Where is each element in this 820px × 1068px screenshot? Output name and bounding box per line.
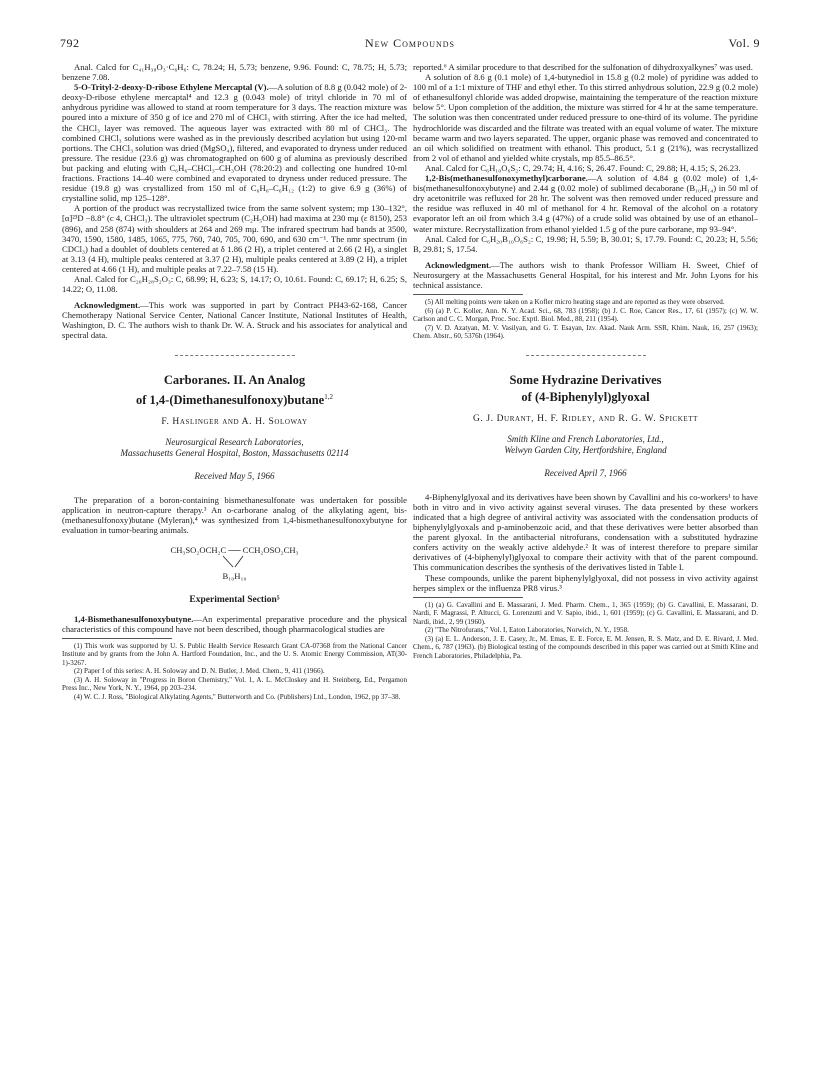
introduction-paragraph: 4-Biphenylglyoxal and its derivatives have been shown by Cavallini and his co-workers¹ to have both in vitro and in vivo activity against several viruses. The data presented by these workers indicated that a high degree of antiviral activity was associated with the condensation products of biphenylylglyoxals and p-aminobenzoic acid, and that these derivatives were better absorbed than the parent glyoxal. In the antibacterial nitrofurans, condensation with a substituted hydrazine confers activity on the weakly active aldehyde.² It was of interest therefore to prepare similar derivatives of (4-biphenylyl)glyoxal to compare their activity with that of the parent compound. This communication describes the synthesis of the derivatives listed in Table I.: [413, 491, 758, 573]
trityl-analysis: Anal. Calcd for C₂₆H₂₈S₂O₃: C, 68.99; H, 6.23; S, 14.17; O, 10.61. Found: C, 69.17; H, 6.25; S, 14.22; O, 11.08.: [62, 273, 407, 295]
experimental-heading: Experimental Section⁵: [189, 595, 280, 606]
affiliation-line2: Massachusetts General Hospital, Boston, Massachusetts 02114: [120, 447, 349, 458]
trityl-compound-title: 5-O-Trityl-2-deoxy-D-ribose Ethylene Mercaptal (V).: [74, 82, 269, 93]
butynediol-procedure: A solution of 8.6 g (0.1 mole) of 1,4-butynediol in 15.8 g (0.2 mole) of pyridine was added to 100 ml of a 1:1 mixture of THF and ethyl ether. To this stirred anhydrous solution, 22.9 g (0.2 mole) of ethanesulfonyl chloride was added dropwise, maintaining the temperature of the reaction mixture below 5°. Upon completion of the addition, the mixture was stirred for 4 hr at the same temperature. The solution was then concentrated under reduced pressure to one-third of its volume. The pyridine hydrochloride was discarded and the filtrate was treated with an equal volume of water. The mixture became warm and two layers separated. The upper, organic phase was removed and concentrated to an oil which solidified on treatment with ethanol. This product, 5.1 g (21%), was recrystallized from 2 vol of ethanol and yielded white crystals, mp 85.5–86.5°.: [413, 72, 758, 163]
article-title-footnote-ref: 1,2: [324, 392, 333, 401]
footnote: (2) "The Nitrofurans," Vol. I, Eaton Laboratories, Norwich, N. Y., 1958.: [425, 626, 629, 635]
structure-bonds: [205, 555, 265, 569]
acknowledgment-paragraph: [413, 260, 758, 290]
trityl-procedure: —A solution of 8.8 g (0.042 mole) of 2-deoxy-D-ribose ethylene mercaptal⁴ and 12.3 g (0.043 mole) of trityl chloride in 70 ml of anhydrous pyridine was allowed to stand at room temperature for 3 days. The reaction mixture was poured into a mixture of 350 g of ice and 270 ml of CHCl₃ with stirring. After the ice had melted, the CHCl₃ layer was removed. The aqueous layer was extracted with 80 ml of CHCl₃. The combined CHCl₃ solutions were washed as in the previously described acylation but using 120-ml portions. The CHCl₃ solution was dried (MgSO₄), filtered, and evaporated to dryness under reduced pressure. The residue (23.6 g) was chromatographed on 600 g of alumina as previously described but packing and eluting with C₆H₆–CHCl₃–CH₃OH (78:20:2) and collecting one hundred 10-ml fractions. Fractions 14–40 were combined and evaporated to dryness under reduced pressure. The residue (19.8 g) was crystallized from 150 ml of C₆H₆–C₆H₁₂ (1:2) to give 6.9 g (36%) of crystalline solid, mp 125–128°.: [62, 82, 407, 204]
article-authors: G. J. Durant, H. F. Ridley, and R. G. W. Spickett: [472, 413, 699, 424]
experimental-paragraph: [62, 614, 407, 634]
experimental-text: —An experimental preparative procedure and the physical characteristics of this compound have not been described, though pharmacological studies are: [62, 613, 407, 634]
article-separator: [175, 355, 295, 356]
affiliation-line1: Smith Kline and French Laboratories, Ltd.,: [507, 433, 664, 444]
footnote: (1) This work was supported by U. S. Public Health Service Research Grant CA-07368 from the National Cancer Institute and by grants from the John A. Hartford Foundation, Inc., and the U. S. Atomic Energy Commission, AT(30-1)-3267.: [62, 641, 407, 667]
footnote: (5) All melting points were taken on a Kofler micro heating stage and are reported as they were observed.: [425, 298, 725, 307]
article-title-hydrazine: [413, 372, 758, 406]
previous-analysis: Anal. Calcd for C₄₁H₃₈O₃·C₆H₆: C, 78.24; H, 5.73; benzene, 9.96. Found: C, 78.75; H, 5.73; benzene 7.08.: [62, 62, 407, 83]
chemical-structure: [62, 545, 407, 581]
acknowledgment-text: —The authors wish to thank Professor William H. Sweet, Chief of Neurosurgery at the Massachusetts General Hospital, for his interest and Mr. John Lyons for his technical assistance.: [413, 259, 758, 290]
footnote: (3) (a) E. L. Anderson, J. E. Casey, Jr., M. Emas, E. E. Force, E. M. Jensen, R. S. Matz, and D. E. Rivard, J. Med. Chem., 6, 787 (1963). (b) Biological testing of the compounds described in this paper was carried out at Smith Kline and French Laboratories, Philadelphia, Pa.: [413, 634, 758, 660]
affiliation-line1: Neurosurgical Research Laboratories,: [165, 436, 304, 447]
structure-cage: B₁₀H₁₀: [222, 571, 247, 582]
received-date: Received April 7, 1966: [544, 467, 627, 478]
affiliation-line2: Welwyn Garden City, Hertfordshire, England: [504, 444, 667, 455]
footnote-rule: [62, 638, 172, 639]
article-authors: F. Haslinger and A. H. Soloway: [161, 416, 308, 427]
carborane-paragraph: [413, 173, 758, 234]
acknowledgment-paragraph: [62, 300, 407, 340]
footnote: (2) Paper I of this series: A. H. Soloway and D. N. Butler, J. Med. Chem., 9, 411 (1966).: [74, 667, 325, 676]
trityl-characterization: A portion of the product was recrystallized twice from the same solvent system; mp 130–132°, [α]²³D −8.8° (c 4, CHCl₃). The ultraviolet spectrum (C₂H₅OH) had maxima at 230 mμ (ε 8150), 253 (896), and 258 (874) with shoulders at 264 and 269 mμ. The infrared spectrum had bands at 3500, 3470, 1590, 1580, 1485, 1065, 775, 760, 740, 705, 700, 690, and 630 cm⁻¹. The nmr spectrum (in CDCl₃) had a doublet of doublets centered at δ 1.86 (2 H), a triplet centered at 2.66 (2 H), a singlet at 3.13 (4 H), multiple peaks centered at 3.37 (2 H), multiple peaks centered at 3.89 (2 H), a triplet centered at 4.66 (1 H), and multiple peaks at 7.22–7.58 (15 H).: [62, 203, 407, 274]
article-title-line2: of 1,4-(Dimethanesulfonoxy)butane: [136, 392, 325, 407]
structure-formula: CH₃SO₂OCH₂C ── CCH₂OSO₂CH₃: [170, 545, 299, 556]
acknowledgment-label: Acknowledgment.: [425, 259, 492, 270]
article-title-line1: Carboranes. II. An Analog: [163, 372, 306, 387]
introduction-paragraph: The preparation of a boron-containing bismethanesulfonate was undertaken for possible application in neutron-capture therapy.³ An o-carborane analog of the alkylating agent, bis-(methanesulfonoxy)butane (Myleran),⁴ was synthesized from 1,4-bismethanesulfonoxybutyne for evaluation in tumor-bearing animals.: [62, 494, 407, 536]
footnote-rule: [413, 294, 523, 295]
footnote-rule: [413, 597, 523, 598]
volume-label: Vol. 9: [728, 36, 760, 50]
journal-title: New Compounds: [364, 36, 455, 50]
footnote: (7) V. D. Azatyan, M. V. Vasilyan, and G. T. Esayan, Izv. Akad. Nauk Arm. SSR, Khim. Nauk, 16, 257 (1963); Chem. Abstr., 60, 5376h (1964).: [413, 323, 758, 341]
acknowledgment-label: Acknowledgment.: [74, 300, 141, 311]
carborane-compound-title: 1,2-Bis(methanesulfonoxymethyl)carborane.: [425, 173, 588, 184]
article-affiliation: [62, 437, 407, 459]
introduction-paragraph-2: These compounds, unlike the parent biphenylylglyoxal, did not possess in vivo activity against herpes simplex or the influenza PR8 virus.³: [413, 572, 758, 593]
footnote: (1) (a) G. Cavallini and E. Massarani, J. Med. Pharm. Chem., 1, 365 (1959); (b) G. Cavallini, E. Massarani, D. Nardi, F. Magrassi, P. Altucci, G. Lorenzutti and V. Sapio, ibid., 1, 601 (1959); (c) G. Cavallini, E. Massarani, and D. Nardi, ibid., 2, 99 (1960).: [413, 600, 758, 626]
experimental-compound-title: 1,4-Bismethanesulfonoxybutyne.: [74, 613, 194, 624]
footnote: (4) W. C. J. Ross, "Biological Alkylating Agents," Butterworth and Co. (Publishers) Ltd., London, 1962, pp 37–38.: [74, 692, 401, 701]
article-title-carboranes: [62, 372, 407, 409]
butynediol-analysis: Anal. Calcd for C₆H₁₀O₆S₂: C, 29.74; H, 4.16; S, 26.47. Found: C, 29.88; H, 4.15; S, 26.23.: [425, 162, 741, 173]
received-date: Received May 5, 1966: [194, 470, 275, 481]
article-title-line2: of (4-Biphenylyl)glyoxal: [521, 389, 650, 404]
trityl-paragraph: [62, 82, 407, 203]
carborane-analysis: Anal. Calcd for C₆H₂₀B₁₀O₆S₂: C, 19.98; H, 5.59; B, 30.01; S, 17.79. Found: C, 20.23; H, 5.56; B, 29.81; S, 17.54.: [413, 233, 758, 254]
running-head: [60, 36, 760, 52]
footnote: (6) (a) P. C. Koller, Ann. N. Y. Acad. Sci., 68, 783 (1958); (b) J. C. Roe, Cancer Res., 17, 61 (1957); (c) W. W. Carlson and C. C. Morgan, Proc. Soc. Exptl. Biol. Med., 88, 211 (1954).: [413, 306, 758, 324]
continued-text: reported.⁶ A similar procedure to that described for the sulfonation of dihydroxyalkynes⁷ was used.: [413, 62, 753, 72]
carborane-procedure: —A solution of 4.84 g (0.02 mole) of 1,4-bis(methanesulfonoxybutyne) and 2.44 g (0.02 mole) of sublimed decaborane (B₁₀H₁₄) in 50 ml of dry acetonitrile was refluxed for 28 hr. The solvent was then removed under reduced pressure and the residue was refluxed in 40 ml of methanol for 4 hr. Removal of the alcohol on a rotatory evaporator left an oil from which 3.4 g (47%) of a crude solid was obtained by use of an ethanol–water mixture. Recrystallization from ethanol yielded 1.5 g of the pure carborane, mp 93–94°.: [413, 173, 758, 234]
page-number: 792: [60, 36, 80, 50]
acknowledgment-text: —This work was supported in part by Contract PH43-62-168, Cancer Chemotherapy National Service Center, National Cancer Institute, National Institutes of Health, Washington, D. C. The authors wish to thank Dr. W. A. Struck and his associates for analytical and spectral data.: [62, 300, 407, 341]
right-column: [413, 62, 758, 1052]
article-separator: [526, 355, 646, 356]
article-title-line1: Some Hydrazine Derivatives: [509, 372, 662, 387]
left-column: [62, 62, 407, 1052]
footnote: (3) A. H. Soloway in "Progress in Boron Chemistry," Vol. 1, A. L. McCloskey and H. Steinberg, Ed., Pergamon Press Inc., New York, N. Y., 1964, pp 203–234.: [62, 675, 407, 693]
article-affiliation: [413, 434, 758, 456]
